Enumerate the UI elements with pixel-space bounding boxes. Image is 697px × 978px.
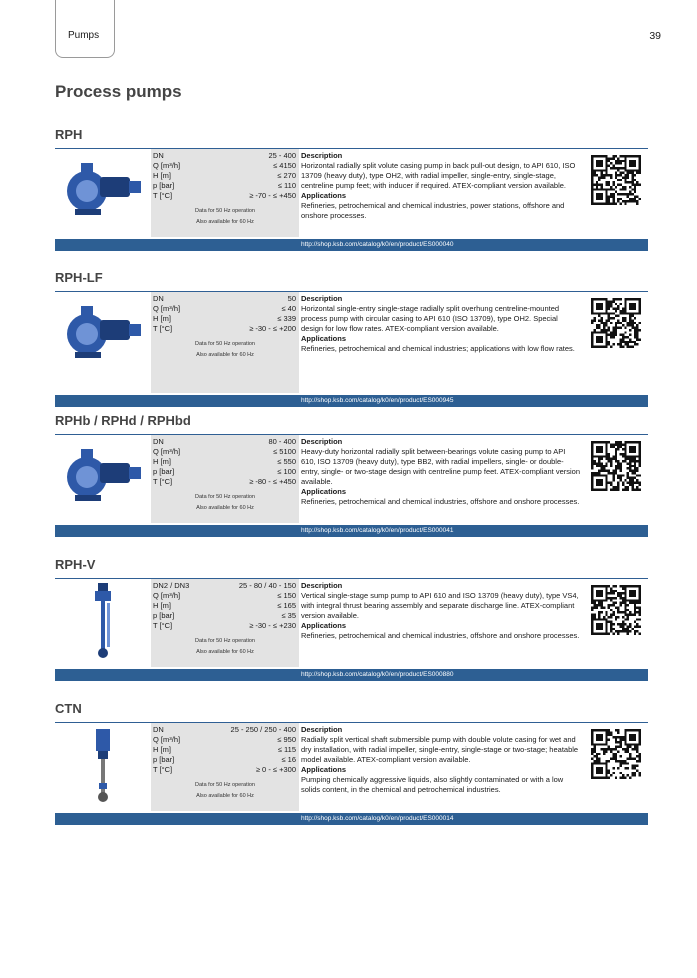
description-heading: Description [301, 581, 343, 590]
spec-row [153, 181, 296, 191]
product-link-bar [55, 525, 648, 537]
spec-label: T [°C] [153, 621, 173, 630]
spec-row [153, 294, 296, 304]
pump-image [55, 723, 150, 811]
product-name: RPH-V [55, 557, 96, 572]
spec-row [153, 581, 296, 591]
spec-value: ≤ 270 [277, 171, 296, 180]
spec-label: H [m] [153, 745, 171, 754]
spec-note-50hz: Data for 50 Hz operation [195, 208, 255, 214]
spec-label: DN2 / DN3 [153, 581, 190, 590]
description-heading: Description [301, 437, 343, 446]
spec-row [153, 324, 296, 334]
spec-value: ≤ 339 [277, 314, 296, 323]
spec-row [153, 457, 296, 467]
product-name: RPH [55, 127, 83, 142]
qr-code [591, 155, 641, 205]
spec-value: ≤ 40 [281, 304, 296, 313]
product-link-bar [55, 669, 648, 681]
spec-label: p [bar] [153, 181, 175, 190]
spec-note-60hz: Also available for 60 Hz [196, 649, 254, 655]
product-link-bar [55, 239, 648, 251]
description-text: Vertical single-stage sump pump to API 610 and ISO 13709 (heavy duty), type VS4, with integral thrust bearing assembly and separate discharge line. ATEX-compliant version available. [301, 591, 579, 620]
spec-label: p [bar] [153, 467, 175, 476]
spec-value: ≥ 0 - ≤ +300 [255, 765, 296, 774]
spec-label: DN [153, 151, 164, 160]
spec-row [153, 161, 296, 171]
applications-heading: Applications [301, 191, 347, 200]
product-link[interactable]: http://shop.ksb.com/catalog/k0/en/product/ES000945 [301, 397, 454, 404]
spec-row [153, 611, 296, 621]
applications-text: Refineries, petrochemical and chemical industries, offshore and onshore processes. [301, 497, 580, 506]
spec-row [153, 477, 296, 487]
pump-image [55, 149, 150, 237]
product-section [55, 701, 648, 822]
spec-row [153, 735, 296, 745]
spec-note-50hz: Data for 50 Hz operation [195, 638, 255, 644]
description-text: Horizontal radially split volute casing pump in back pull-out design, to API 610, ISO 13709 (heavy duty), type OH2, with radial impeller, single-entry, single-stage, centreline pump feet; with inducer if required. ATEX-compliant version available. [301, 161, 576, 190]
spec-row [153, 591, 296, 601]
product-link-bar [55, 813, 648, 825]
spec-label: Q [m³/h] [153, 304, 181, 313]
spec-value: ≤ 950 [277, 735, 296, 744]
spec-row [153, 467, 296, 477]
spec-row [153, 437, 296, 447]
spec-value: ≤ 165 [277, 601, 296, 610]
spec-note-50hz: Data for 50 Hz operation [195, 341, 255, 347]
spec-note-60hz: Also available for 60 Hz [196, 505, 254, 511]
spec-label: DN [153, 294, 164, 303]
product-section [55, 413, 648, 534]
spec-note-60hz: Also available for 60 Hz [196, 793, 254, 799]
description-text: Heavy-duty horizontal radially split between-bearings volute casing pump to API 610, ISO 13709 (heavy duty), type BB2, with radial impellers, single- or double-entry, single- or two-stage design with centreline pump feet. ATEX-compliant version available. [301, 447, 581, 486]
product-link-bar [55, 395, 648, 407]
description-text: Horizontal single-entry single-stage radially split overhung centreline-mounted process pump with circular casing to API 610 (ISO 13709), type OH2. Special design for low flow rates. ATEX-compliant version available. [301, 304, 560, 333]
product-name: RPHb / RPHd / RPHbd [55, 413, 191, 428]
description-heading: Description [301, 294, 343, 303]
qr-code [591, 729, 641, 779]
spec-value: ≤ 150 [277, 591, 296, 600]
spec-label: T [°C] [153, 477, 173, 486]
applications-text: Pumping chemically aggressive liquids, also slightly contaminated or with a low solids content, in the chemical and petrochemical industries. [301, 775, 564, 794]
spec-label: p [bar] [153, 755, 175, 764]
spec-row [153, 765, 296, 775]
spec-row [153, 621, 296, 631]
spec-label: H [m] [153, 601, 171, 610]
section-tab [55, 0, 115, 58]
spec-table [151, 292, 299, 393]
description-text: Radially split vertical shaft submersible pump with double volute casing for wet and dry installation, with radial impeller, single-entry, single-stage or two-stage; heatable model available. ATEX-compliant version available. [301, 735, 579, 764]
pump-image [55, 579, 150, 667]
product-link[interactable]: http://shop.ksb.com/catalog/k0/en/product/ES000040 [301, 241, 454, 248]
description-block [301, 437, 581, 507]
description-block [301, 294, 581, 354]
spec-row [153, 191, 296, 201]
spec-row [153, 171, 296, 181]
applications-heading: Applications [301, 487, 347, 496]
spec-note-50hz: Data for 50 Hz operation [195, 494, 255, 500]
spec-value: 25 - 250 / 250 - 400 [230, 725, 296, 734]
spec-value: ≥ -30 - ≤ +200 [249, 324, 296, 333]
spec-row [153, 151, 296, 161]
spec-label: DN [153, 437, 164, 446]
spec-row [153, 447, 296, 457]
applications-text: Refineries, petrochemical and chemical industries; applications with low flow rates. [301, 344, 575, 353]
qr-code [591, 585, 641, 635]
spec-value: ≥ -30 - ≤ +230 [249, 621, 296, 630]
product-name: RPH-LF [55, 270, 103, 285]
qr-code [591, 441, 641, 491]
spec-note-60hz: Also available for 60 Hz [196, 219, 254, 225]
applications-text: Refineries, petrochemical and chemical industries, power stations, offshore and onshore processes. [301, 201, 565, 220]
spec-row [153, 304, 296, 314]
spec-row [153, 725, 296, 735]
spec-label: H [m] [153, 457, 171, 466]
spec-value: 80 - 400 [268, 437, 296, 446]
spec-row [153, 314, 296, 324]
qr-code [591, 298, 641, 348]
page-title: Process pumps [55, 82, 182, 101]
spec-note-60hz: Also available for 60 Hz [196, 352, 254, 358]
spec-label: Q [m³/h] [153, 735, 181, 744]
product-section [55, 127, 648, 248]
spec-value: 25 - 80 / 40 - 150 [238, 581, 296, 590]
spec-value: ≤ 16 [281, 755, 296, 764]
spec-label: H [m] [153, 314, 171, 323]
spec-value: ≤ 4150 [273, 161, 296, 170]
product-link[interactable]: http://shop.ksb.com/catalog/k0/en/product/ES000014 [301, 815, 454, 822]
spec-value: ≤ 5100 [273, 447, 296, 456]
spec-table [151, 149, 299, 237]
spec-value: ≥ -80 - ≤ +450 [249, 477, 296, 486]
description-heading: Description [301, 725, 343, 734]
spec-value: 25 - 400 [268, 151, 296, 160]
applications-heading: Applications [301, 334, 347, 343]
page-number: 39 [649, 30, 661, 42]
section-tab-label: Pumps [68, 30, 100, 41]
spec-table [151, 435, 299, 523]
product-section [55, 270, 648, 404]
product-name: CTN [55, 701, 82, 716]
description-block [301, 581, 581, 641]
spec-label: DN [153, 725, 164, 734]
description-block [301, 725, 581, 795]
spec-label: T [°C] [153, 324, 173, 333]
spec-label: T [°C] [153, 191, 173, 200]
description-heading: Description [301, 151, 343, 160]
spec-value: ≤ 550 [277, 457, 296, 466]
spec-row [153, 745, 296, 755]
spec-value: ≥ -70 - ≤ +450 [249, 191, 296, 200]
description-block [301, 151, 581, 221]
spec-row [153, 601, 296, 611]
spec-value: 50 [287, 294, 296, 303]
spec-note-50hz: Data for 50 Hz operation [195, 782, 255, 788]
spec-value: ≤ 115 [277, 745, 296, 754]
applications-heading: Applications [301, 621, 347, 630]
product-link[interactable]: http://shop.ksb.com/catalog/k0/en/product/ES000880 [301, 671, 454, 678]
spec-label: p [bar] [153, 611, 175, 620]
spec-label: T [°C] [153, 765, 173, 774]
spec-label: Q [m³/h] [153, 447, 181, 456]
spec-value: ≤ 110 [277, 181, 296, 190]
spec-value: ≤ 35 [281, 611, 296, 620]
spec-value: ≤ 100 [277, 467, 296, 476]
applications-heading: Applications [301, 765, 347, 774]
spec-label: Q [m³/h] [153, 161, 181, 170]
spec-label: Q [m³/h] [153, 591, 181, 600]
spec-label: H [m] [153, 171, 171, 180]
pump-image [55, 292, 150, 380]
pump-image [55, 435, 150, 523]
spec-table [151, 579, 299, 667]
product-link[interactable]: http://shop.ksb.com/catalog/k0/en/product/ES000041 [301, 527, 454, 534]
spec-row [153, 755, 296, 765]
product-section [55, 557, 648, 678]
spec-table [151, 723, 299, 811]
applications-text: Refineries, petrochemical and chemical industries, offshore and onshore processes. [301, 631, 580, 640]
